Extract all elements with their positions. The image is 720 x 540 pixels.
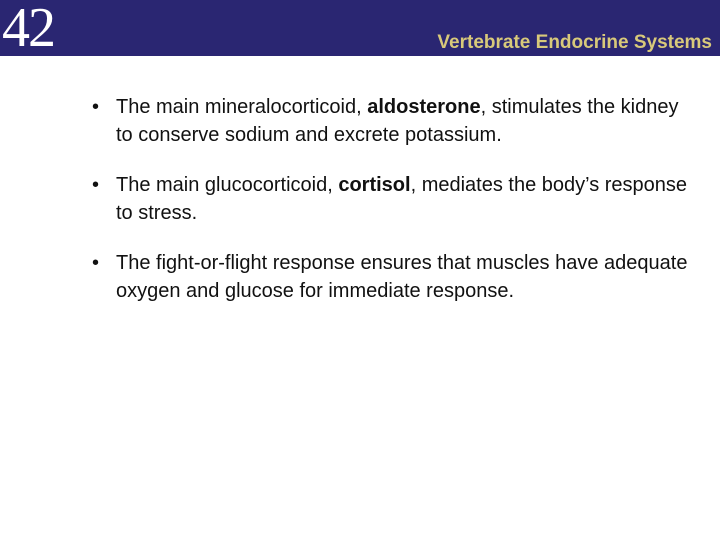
bullet-text: , mediates the body’s response to stress.: [116, 174, 688, 224]
slide-title: Vertebrate Endocrine Systems: [437, 32, 712, 53]
bullet-item-fight-or-flight: [92, 249, 692, 305]
bullet-mark: •: [92, 174, 100, 196]
bullet-text: The main mineralocorticoid,: [116, 96, 368, 118]
bullet-item-cortisol: [92, 171, 692, 227]
bullet-text: The main glucocorticoid,: [116, 174, 339, 196]
bullet-mark: •: [92, 96, 100, 118]
bullet-mark: •: [92, 252, 100, 274]
chapter-number: 42: [2, 0, 54, 59]
bullet-text: , stimulates the kidney to conserve sodium and excrete potassium.: [116, 96, 679, 146]
bullet-item-aldosterone: [92, 93, 692, 149]
header-bar: [0, 0, 720, 59]
bullet-text: The fight-or-flight response ensures that muscles have adequate oxygen and glucose for immediate response.: [116, 252, 688, 302]
bullet-bold-term: aldosterone: [367, 96, 481, 118]
bullet-bold-term: cortisol: [338, 174, 411, 196]
bullet-list: [92, 93, 692, 327]
